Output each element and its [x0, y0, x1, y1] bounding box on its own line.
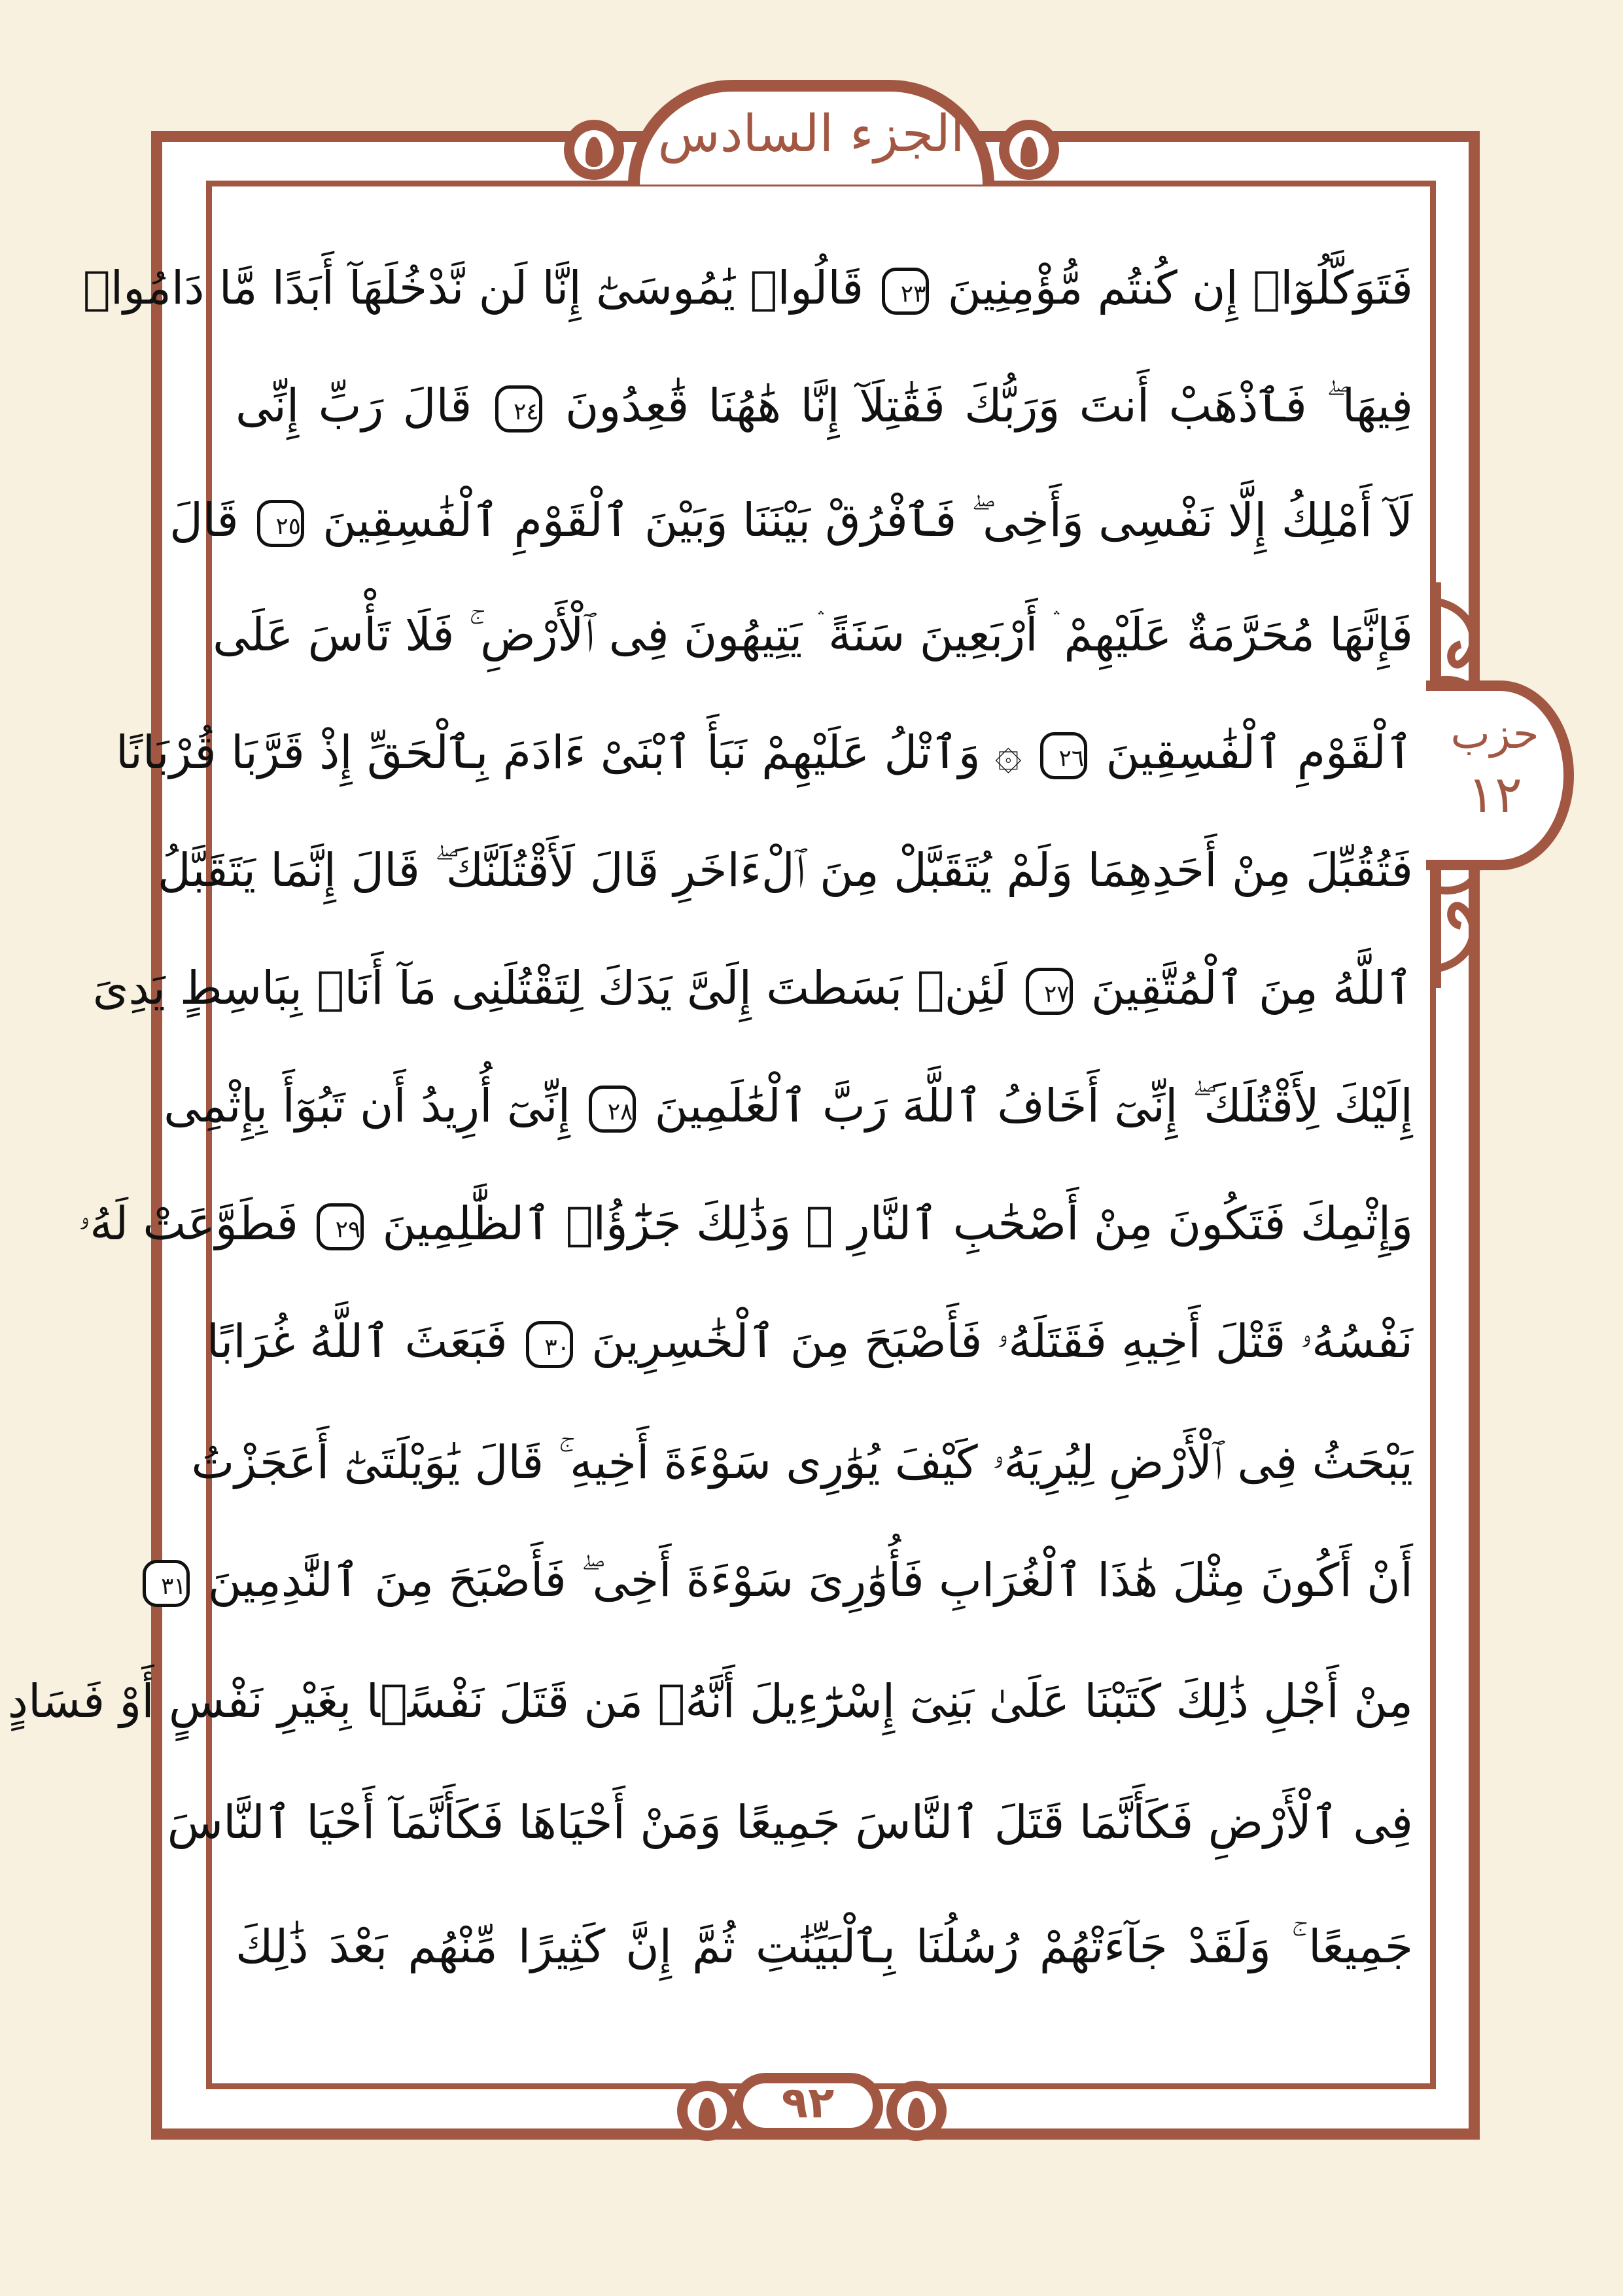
text-line	[167, 1767, 1413, 1878]
text-line	[191, 1407, 1413, 1518]
ayah-number-marker: ٢٦	[1040, 732, 1087, 779]
text-line	[78, 1168, 1413, 1279]
text-line	[157, 815, 1413, 926]
verse-text: إِنِّىٓ أُرِيدُ أَن تَبُوٓأَ بِإِثْمِى	[164, 1079, 571, 1133]
verse-text: قَالَ رَبِّ إِنِّى	[236, 379, 472, 433]
verse-text: إِلَيْكَ لِأَقْتُلَكَ ۖ إِنِّىٓ أَخَافُ ٱللَّهَ رَبَّ ٱلْعَٰلَمِينَ	[654, 1079, 1413, 1133]
leaf-icon	[585, 137, 602, 167]
footer-medallion-left	[677, 2081, 737, 2141]
text-line	[236, 350, 1413, 461]
verse-text: قَالَ	[169, 493, 239, 547]
ayah-number-marker: ٢٥	[257, 500, 304, 547]
text-line	[82, 232, 1413, 344]
text-line	[160, 1525, 1413, 1636]
verse-text: فَتُقُبِّلَ مِنْ أَحَدِهِمَا وَلَمْ يُتَقَبَّلْ مِنَ ٱلْءَاخَرِ قَالَ لَأَقْتُلَنَّكَ ۖ قَالَ إِنَّمَا يَتَقَبَّلُ	[157, 843, 1413, 897]
ayah-number-marker: ٣١	[143, 1560, 190, 1607]
ayah-number-marker: ٢٣	[882, 268, 929, 315]
verse-text: فَطَوَّعَتْ لَهُۥ	[78, 1197, 298, 1250]
text-line	[169, 465, 1413, 576]
verse-text: ٱلْقَوْمِ ٱلْفَٰسِقِينَ	[1106, 726, 1413, 779]
ayah-number-marker: ٢٩	[317, 1203, 364, 1250]
hizb-label: حزب	[1450, 710, 1539, 758]
verse-text: مِنْ أَجْلِ ذَٰلِكَ كَتَبْنَا عَلَىٰ بَنِىٓ إِسْرَٰٓءِيلَ أَنَّهُۥ مَن قَتَلَ نَفْسًۢا بِغَيْرِ نَفْسٍ أَوْ فَسَادٍ	[7, 1674, 1413, 1728]
verse-text: يَبْحَثُ فِى ٱلْأَرْضِ لِيُرِيَهُۥ كَيْفَ يُوَٰرِى سَوْءَةَ أَخِيهِ ۚ قَالَ يَٰوَيْلَتَىٰٓ أَعَجَزْتُ	[191, 1436, 1413, 1489]
verse-text: نَفْسُهُۥ قَتْلَ أَخِيهِ فَقَتَلَهُۥ فَأَصْبَحَ مِنَ ٱلْخَٰسِرِينَ	[591, 1315, 1413, 1368]
verse-text: لَئِنۢ بَسَطتَ إِلَىَّ يَدَكَ لِتَقْتُلَنِى مَآ أَنَا۠ بِبَاسِطٍ يَدِىَ	[92, 961, 1007, 1015]
verse-text: فِى ٱلْأَرْضِ فَكَأَنَّمَا قَتَلَ ٱلنَّاسَ جَمِيعًا وَمَنْ أَحْيَاهَا فَكَأَنَّمَآ أَحْيَا ٱلنَّاسَ	[167, 1795, 1413, 1849]
ayah-number-marker: ٢٧	[1026, 968, 1073, 1015]
verse-text: أَنْ أَكُونَ مِثْلَ هَٰذَا ٱلْغُرَابِ فَأُوَٰرِىَ سَوْءَةَ أَخِى ۖ فَأَصْبَحَ مِنَ ٱلنَّٰدِمِينَ	[207, 1553, 1413, 1607]
leaf-icon	[1021, 137, 1038, 167]
verse-text: قَالُوا۟ يَٰمُوسَىٰٓ إِنَّا لَن نَّدْخُلَهَآ أَبَدًا مَّا دَامُوا۟	[82, 261, 864, 315]
quran-text-block	[7, 229, 1413, 2061]
verse-text: فَبَعَثَ ٱللَّهُ غُرَابًا	[206, 1315, 508, 1368]
verse-text: فِيهَا ۖ فَٱذْهَبْ أَنتَ وَرَبُّكَ فَقَٰتِلَآ إِنَّا هَٰهُنَا قَٰعِدُونَ	[565, 379, 1413, 433]
leaf-icon	[699, 2098, 716, 2128]
verse-text: لَآ أَمْلِكُ إِلَّا نَفْسِى وَأَخِى ۖ فَٱفْرُقْ بَيْنَنَا وَبَيْنَ ٱلْقَوْمِ ٱلْفَٰسِقِينَ	[323, 493, 1413, 547]
verse-text: فَإِنَّهَا مُحَرَّمَةٌ عَلَيْهِمْ ۛ أَرْبَعِينَ سَنَةً ۛ يَتِيهُونَ فِى ٱلْأَرْضِ ۚ فَلَا تَأْسَ عَلَى	[213, 608, 1413, 662]
verse-text: فَتَوَكَّلُوٓا۟ إِن كُنتُم مُّؤْمِنِينَ	[947, 261, 1413, 315]
header-medallion-right	[999, 120, 1059, 180]
leaf-icon	[908, 2098, 925, 2128]
juz-title: الجزء السادس	[657, 105, 965, 164]
footer-medallion-right	[886, 2081, 947, 2141]
ayah-number-marker: ٢٨	[589, 1086, 636, 1133]
ayah-number-marker: ٣٠	[526, 1321, 573, 1368]
verse-text: ۞ وَٱتْلُ عَلَيْهِمْ نَبَأَ ٱبْنَىْ ءَادَمَ بِٱلْحَقِّ إِذْ قَرَّبَا قُرْبَانًا	[116, 726, 1022, 779]
page-number: ٩٢	[781, 2077, 835, 2128]
text-line	[116, 697, 1413, 808]
text-line	[164, 1050, 1413, 1161]
text-line	[7, 1646, 1413, 1757]
hizb-number: ١٢	[1467, 766, 1522, 824]
ayah-number-marker: ٢٤	[495, 385, 542, 433]
text-line	[206, 1286, 1413, 1397]
text-line	[236, 1891, 1413, 2002]
text-line	[213, 579, 1413, 690]
header-medallion-left	[564, 120, 624, 180]
verse-text: جَمِيعًا ۚ وَلَقَدْ جَآءَتْهُمْ رُسُلُنَا بِٱلْبَيِّنَٰتِ ثُمَّ إِنَّ كَثِيرًا مِّنْهُم بَعْدَ ذَٰلِكَ	[236, 1920, 1413, 1973]
text-line	[92, 932, 1413, 1044]
verse-text: ٱللَّهُ مِنَ ٱلْمُتَّقِينَ	[1091, 961, 1413, 1015]
verse-text: وَإِثْمِكَ فَتَكُونَ مِنْ أَصْحَٰبِ ٱلنَّارِ ۚ وَذَٰلِكَ جَزَٰٓؤُا۟ ٱلظَّٰلِمِينَ	[382, 1197, 1413, 1250]
